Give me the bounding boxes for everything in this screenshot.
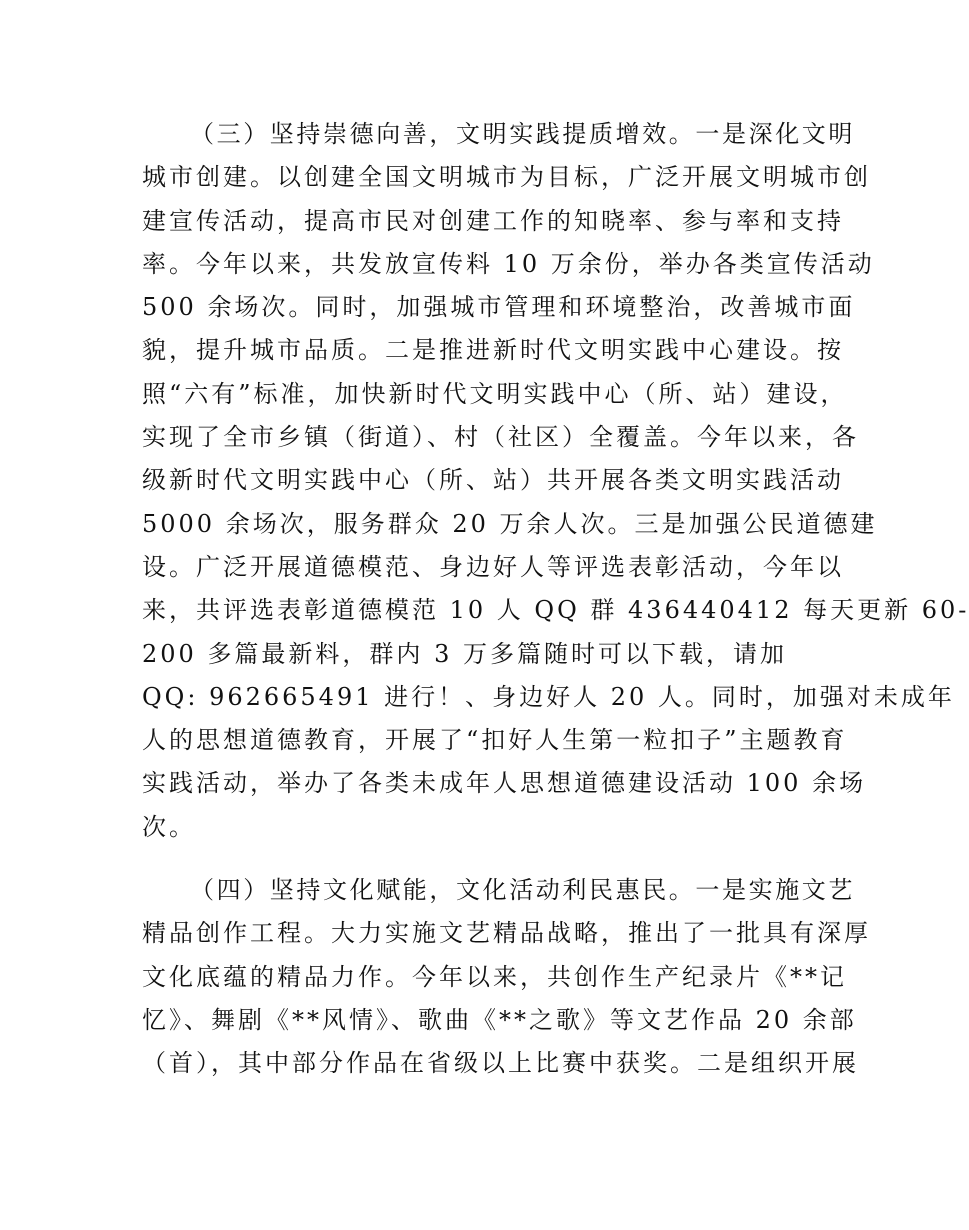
text-line: （首），其中部分作品在省级以上比赛中获奖。二是组织开展	[142, 1049, 859, 1078]
text-line: 建宣传活动，提高市民对创建工作的知晓率、参与率和支持	[142, 206, 844, 235]
text-line: 实现了全市乡镇（街道）、村（社区）全覆盖。今年以来，各	[142, 423, 859, 452]
text-line: QQ: 962665491 进行！、身边好人 20 人。同时，加强对未成年	[142, 682, 955, 711]
text-line: 5000 余场次，服务群众 20 万余人次。三是加强公民道德建	[142, 509, 878, 538]
text-line: 文化底蕴的精品力作。今年以来，共创作生产纪录片《**记	[142, 962, 847, 991]
text-line: 忆》、舞剧《**风情》、歌曲《**之歌》等文艺作品 20 余部	[142, 1005, 857, 1034]
text-line: 实践活动，举办了各类未成年人思想道德建设活动 100 余场	[142, 769, 867, 798]
paragraph-3	[142, 113, 969, 849]
text-line: 来，共评选表彰道德模范 10 人 QQ 群 436440412 每天更新 60-	[142, 596, 969, 625]
text-line: 城市创建。以创建全国文明城市为目标，广泛开展文明城市创	[142, 163, 871, 192]
text-line: 次。	[142, 812, 196, 841]
text-line: 人的思想道德教育，开展了“扣好人生第一粒扣子”主题教育	[142, 726, 848, 755]
text-line: 200 多篇最新料，群内 3 万多篇随时可以下载，请加	[142, 639, 787, 668]
paragraph-spacer	[142, 849, 810, 869]
text-line: 500 余场次。同时，加强城市管理和环境整治，改善城市面	[142, 293, 856, 322]
text-line: （三）坚持崇德向善，文明实践提质增效。一是深化文明	[190, 120, 855, 148]
text-line: 精品创作工程。大力实施文艺精品战略，推出了一批具有深厚	[142, 919, 871, 948]
text-line: （四）坚持文化赋能，文化活动利民惠民。一是实施文艺	[190, 876, 855, 905]
text-line: 率。今年以来，共发放宣传料 10 万余份，举办各类宣传活动	[142, 249, 875, 278]
paragraph-4	[142, 869, 871, 1085]
text-line: 级新时代文明实践中心（所、站）共开展各类文明实践活动	[142, 466, 844, 495]
text-line: 貌，提升城市品质。二是推进新时代文明实践中心建设。按	[142, 336, 844, 365]
text-line: 设。广泛开展道德模范、身边好人等评选表彰活动，今年以	[142, 552, 844, 581]
document-page	[142, 113, 969, 1086]
text-line: 照“六有”标准，加快新时代文明实践中心（所、站）建设，	[142, 379, 848, 408]
